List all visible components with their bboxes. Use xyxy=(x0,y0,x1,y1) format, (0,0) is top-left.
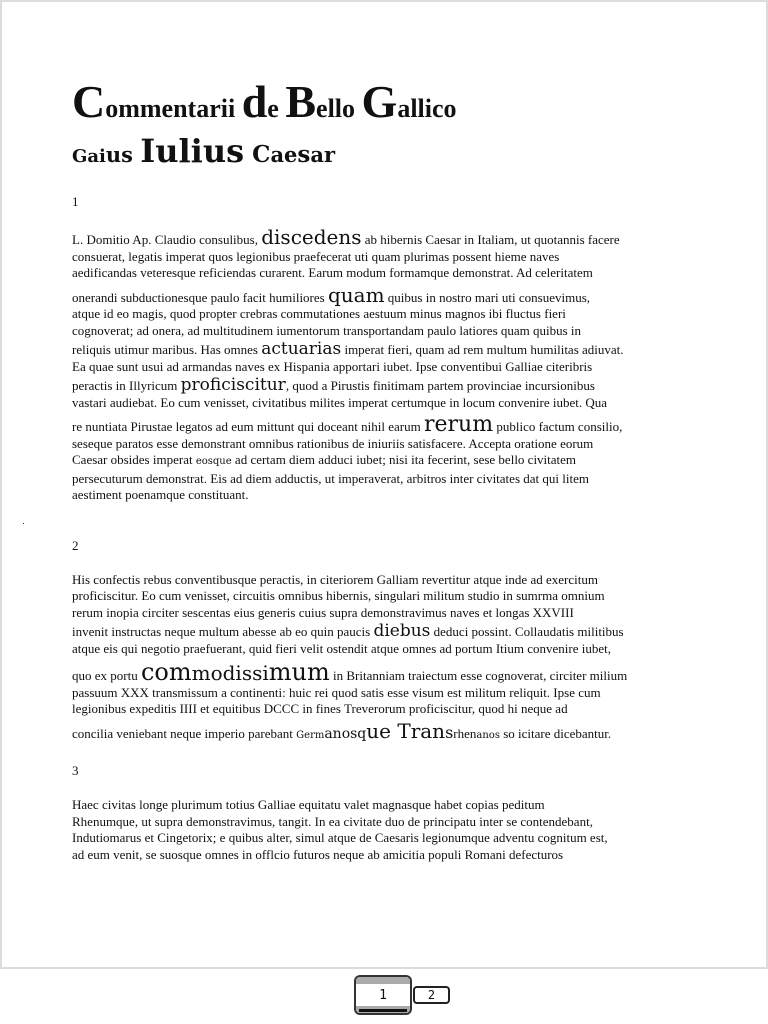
text-run: L. Domitio Ap. Claudio consulibus, xyxy=(72,232,262,247)
text-run: quibus in nostro mari uti consuevimus, xyxy=(384,289,591,305)
text-line xyxy=(72,265,682,282)
text-run: passuum XXX transmissum a continenti: huic rei quod satis esse visum est militum reliquit. Ipse cum xyxy=(72,684,601,700)
text-run: publico factum consilio, xyxy=(493,419,623,434)
emphasized-fragment: com xyxy=(140,658,192,686)
text-line xyxy=(72,471,682,488)
section-number: 2 xyxy=(72,537,79,553)
emphasized-word: quam xyxy=(327,282,385,307)
section-number: 1 xyxy=(72,194,79,209)
title-part: allico xyxy=(397,94,457,123)
title-part: ommentarii xyxy=(105,94,242,123)
title-part: ello xyxy=(316,94,362,123)
text-run: reliquis utimur maribus. Has omnes xyxy=(72,342,262,357)
text-run: imperat fieri, quam ad rem multum humilitas adiuvat. xyxy=(341,342,624,357)
author-part: us xyxy=(105,142,141,167)
emphasized-fragment: ue xyxy=(366,718,391,743)
text-run: deduci possint. Collaudatis militibus xyxy=(430,624,624,639)
emphasized-word: rerum xyxy=(424,412,494,437)
text-line xyxy=(72,588,682,605)
section-paragraph xyxy=(72,225,682,504)
text-line xyxy=(72,436,682,453)
text-run: cognoverat; ad onera, ad multitudinem iumentorum transportandam paulo latiores quam quibus in xyxy=(72,322,582,338)
text-line xyxy=(72,847,682,864)
text-run: proficiscitur. Eo cum venisset, circuitis omnibus hibernis, singulari militum studio in sumrma omnium xyxy=(72,588,605,603)
text-run: rhen xyxy=(453,725,477,741)
text-run: in Britanniam traiectum esse cognoverat, circiter milium xyxy=(329,668,628,683)
text-run: ad eum venit, se suosque omnes in offlcio futuros neque ab amicitia populi Romani defecturos xyxy=(72,846,564,862)
document-author xyxy=(72,133,682,175)
section-paragraph xyxy=(72,797,682,863)
text-run: vastari audiebat. Eo cum venisset, civitatibus milites imperat certumque in locum convenire iubet. Qua xyxy=(72,394,608,410)
author-part: s xyxy=(297,141,311,168)
author-part: ar xyxy=(310,142,336,167)
text-line xyxy=(72,658,682,686)
title-part: d xyxy=(241,76,268,127)
small-fragment: anos xyxy=(476,729,500,741)
text-run: ad certam diem adduci iubet; nisi ita fecerint, sese bello civitatem xyxy=(231,452,577,467)
text-line xyxy=(72,395,682,412)
text-fragment: anosq xyxy=(324,725,367,742)
text-line xyxy=(72,452,682,471)
text-run: aedificandas veteresque reficiendas curarent. Earum modum formamque demonstrat. Ad celeritatem xyxy=(72,265,593,280)
text-fragment: s xyxy=(445,722,454,742)
text-line xyxy=(72,306,682,323)
text-line xyxy=(72,830,682,847)
text-line xyxy=(72,605,682,622)
text-run: persecuturum demonstrat. Eis ad diem adductis, ut imperaverat, arbitros inter civitates dat qui litem xyxy=(72,470,589,486)
emphasized-word: actuarias xyxy=(261,339,342,359)
text-line xyxy=(72,225,682,249)
text-run: legionibus expeditis IIII et equitibus DCCC in fines Treverorum proficiscitur, quod hi neque ad xyxy=(72,701,568,716)
text-line xyxy=(72,641,682,658)
small-word: eosque xyxy=(195,456,232,467)
text-run: consuerat, legatis imperat quos legionibus praefecerat uti quam plurimas possent hieme naves xyxy=(72,248,560,264)
text-line xyxy=(72,814,682,831)
author-part: C xyxy=(244,141,271,168)
emphasized-word: discedens xyxy=(261,225,362,249)
text-run: atque eis qui negotio praefuerant, quid fieri velit ostendit atque omnes ad portum Itium convenire iubet, xyxy=(72,640,611,656)
text-run: rerum inopia circiter sescentas eius generis cuius supra demonstravimus naves et longas XXVIII xyxy=(72,604,574,620)
tab-indicator xyxy=(359,1009,407,1012)
text-run: His confectis rebus conventibusque peractis, in citeriorem Galliam revertitur atque inde ad exercitum xyxy=(72,571,598,587)
text-run: , quod a Pirustis finitimam partem provinciae incursionibus xyxy=(285,378,595,393)
emphasized-fragment: Tran xyxy=(391,718,446,743)
text-line xyxy=(72,359,682,376)
document-content xyxy=(72,76,682,863)
text-line xyxy=(72,323,682,340)
text-run: invenit instructas neque multum abesse ab eo quin paucis xyxy=(72,624,374,639)
author-part: ae xyxy=(270,142,298,167)
text-line xyxy=(72,487,682,504)
author-part: Gai xyxy=(72,146,106,167)
author-part: Iulius xyxy=(140,132,245,170)
text-run: ab hibernis Caesar in Italiam, ut quotannis facere xyxy=(361,232,620,247)
title-part: G xyxy=(361,76,398,127)
text-line xyxy=(72,249,682,266)
title-part: B xyxy=(285,76,317,127)
text-line xyxy=(72,341,682,359)
text-run: Ea quae sunt usui ad armandas naves ex Hispania apportari iubet. Ipse conventibui Galliae citeribris xyxy=(72,358,593,374)
text-line xyxy=(72,701,682,718)
text-line xyxy=(72,377,682,395)
emphasized-fragment: modissi xyxy=(191,661,269,685)
text-run: seseque paratos esse demonstrant omnibus rationibus de iniuriis satisfacere. Accepta oratione eorum xyxy=(72,435,594,451)
text-line xyxy=(72,572,682,589)
section-paragraph xyxy=(72,572,682,745)
text-run: so icitare dicebantur. xyxy=(499,725,612,741)
stray-mark xyxy=(23,523,24,524)
page-tab-current[interactable] xyxy=(354,975,412,1015)
tab-band xyxy=(356,977,410,984)
text-line xyxy=(72,282,682,307)
text-line xyxy=(72,623,682,641)
page-tab[interactable]: 2 xyxy=(413,986,450,1004)
section-number: 3 xyxy=(72,763,79,778)
text-run: atque id eo magis, quod propter crebras commutationes aestuum minus magnos ibi fluctus fieri xyxy=(72,306,566,321)
emphasized-fragment: mum xyxy=(268,658,330,686)
title-part: C xyxy=(72,76,106,127)
text-line xyxy=(72,797,682,814)
title-part: e xyxy=(267,94,286,123)
small-fragment: Germ xyxy=(296,729,325,741)
page-tab-label: 1 xyxy=(379,988,387,1003)
text-run: onerandi subductionesque paulo facit humiliores xyxy=(72,289,328,305)
text-run: peractis in Illyricum xyxy=(72,378,181,393)
text-line xyxy=(72,718,682,745)
text-line xyxy=(72,412,682,437)
text-run: concilia veniebant neque imperio parebant xyxy=(72,725,297,741)
emphasized-word: diebus xyxy=(373,621,431,641)
text-run: quo ex portu xyxy=(72,668,141,683)
emphasized-word: proficiscitur xyxy=(180,375,286,395)
text-run: Haec civitas longe plurimum totius Galliae equitatu valet magnasque habet copias peditum xyxy=(72,797,545,812)
text-run: aestiment poenamque constituant. xyxy=(72,487,249,502)
document-title xyxy=(72,76,682,135)
text-run: re nuntiata Pirustae legatos ad eum mittunt qui doceant nihil earum xyxy=(72,419,424,434)
text-run: Indutiomarus et Cingetorix; e quibus alter, simul atque de Caesaris legionumque adventu cognitum est, xyxy=(72,830,608,845)
text-run: Rhenumque, ut supra demonstravimus, tangit. In ea civitate duo de principatu inter se contendebant, xyxy=(72,813,593,829)
text-line xyxy=(72,685,682,702)
text-run: Caesar obsides imperat xyxy=(72,452,196,467)
